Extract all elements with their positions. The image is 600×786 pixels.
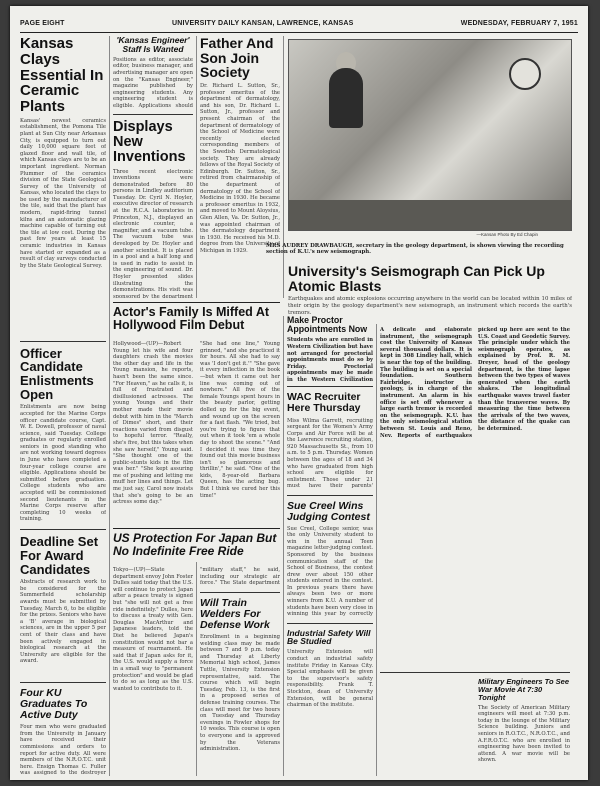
column-1 — [20, 36, 106, 776]
body-creel: Sue Creel, College senior, was the only University student to win in the annual Teen magazine letter-judging contest. Sponsored by the business communication staff of the School of Business, the contest drew over about 150 other students entered in the contest. In previous years there have always been two or more winners from K.U. A number of students have been very close in winning this year by correctly — [287, 525, 373, 618]
body-actor-continued: "She had one line," Young grinned, "and she practiced it for hours. All she had to say was 'I don't get it.'" "She gave it every inflection in the book—but when it came out her line was coming out of nowhere." All five of the female Youngs spent hours in the beauty parlor, getting dolled up for the big event, and wound up on the screen for a fast flash. "We tried, but you're trying to figure that out when it took 'em a whole day to shoot the scene." "And I decided it was time they found out this movie business isn't so glamorous and thrillin'," he said. "One of the kids, 8-year-old Barbara Queen, has the acting bug. But I think we cured her this time!" — [200, 341, 280, 499]
body-protection: Tokyo—(UP)—State department envoy John Foster Dulles said today that the U.S. will continue to protect Japan after a peace treaty is signed but "she will not get a free ride indefinitely." Dulles, here to discuss a treaty with Gen. Douglas MacArthur and Japanese leaders, told the Diet he believed Japan's constitution would not bar a measure of rearmament. He said that if Japan asks for it, the U.S. would supply a force in a small way to "permanent protection" and would be glad to do so as long as the U.S. wanted to contribute to it. — [113, 567, 193, 692]
headline-kansas-engineer: 'Kansas Engineer' Staff Is Wanted — [116, 36, 190, 54]
column-rule — [196, 562, 197, 776]
divider — [200, 592, 280, 593]
photo-desk — [289, 200, 571, 230]
divider — [20, 529, 106, 530]
headline-welders: Will Train Welders For Defense Work — [200, 597, 270, 632]
divider — [20, 682, 106, 683]
column-2-top — [113, 36, 193, 298]
column-rule — [283, 316, 284, 776]
body-protection-continued: "military staff," he said, including our strategic air force." The State department — [200, 567, 280, 587]
section-rule — [113, 528, 280, 529]
photo-caption: MRS AUDREY DRAWBAUGH, secretary in the geology department, is shown viewing the recording section of K.U.'s new seismograph. — [266, 243, 564, 256]
headline-deadline: Deadline Set For Award Candidates — [20, 534, 99, 577]
column-rule — [196, 36, 197, 298]
body-seismograph: A delicate and elaborate instrument, the seismograph cost the University of Kansas several thousand dollars. It is kept in 308 Lindley hall, which is near the top of the building. The building is set on a special foundation. Southern Fairbridge, instructor in geology, is in charge of the instrument. An alarm in his office is set off whenever a large earth tremor is recorded on the seismograph. K.U. has the only seismological station between St. Louis and Reno, Nev. Reports of earthquakes picked up here are sent to the U.S. Coast and Geodetic Survey. The principle under which the seismograph operates, as explained by Prof. R. M. Dreyer, head of the geology department, is the time lapse between the two types of waves generated when the earth shakes. The longitudinal earthquake waves travel faster than the transverse waves. By measuring the time between the arrivals of the two waves, the distance of the quake can be determined. — [380, 327, 570, 439]
headline-actor: Actor's Family Is Miffed At Hollywood Film Debut — [113, 306, 270, 333]
photo-credit: —Kansan Photo By Ed Chapin — [476, 232, 538, 237]
headline-officer: Officer Candidate Enlistments Open — [20, 345, 94, 402]
headline-kansas-clays: Kansas Clays Essential In Ceramic Plants — [20, 36, 104, 115]
issue-date: WEDNESDAY, FEBRUARY 7, 1951 — [460, 20, 578, 27]
body-kansas-engineer: Positions as editor, associate editor, business manager, and advertising manager are open on the "Kansas Engineer," magazine published by engineering students. Any engineering student is eligible. Applications should — [113, 56, 193, 109]
column-rule — [109, 36, 110, 776]
headline-creel: Sue Creel Wins Judging Contest — [287, 499, 370, 523]
divider — [287, 386, 373, 387]
body-deadline: Abstracts of research work to be considered for the Summerfield scholarship awards must be submitted by Tuesday, March 6, to be eligible for the prizes. Seniors who have a 'B' average in biological sciences, are in the upper 5 per cent of their class and have been actively engaged in biological research at the University are eligible for the award. — [20, 579, 106, 665]
top-rule — [20, 32, 578, 33]
column-5 — [380, 324, 570, 776]
column-4 — [287, 316, 373, 776]
seismograph-photo — [288, 39, 572, 231]
divider — [287, 495, 373, 496]
actor-col-a — [113, 338, 193, 524]
body-wac: Miss Wilma Garrett, recruiting sergeant for the Women's Army Corps and Air Force will be at the Lawrence recruiting station, 920 Massachusetts St., from 10 a.m. to 5 p.m. Thursday. Women between the ages of 18 and 34 who have graduated from high school are eligible for enlistment. Those under 21 must have their parents' — [287, 417, 373, 490]
body-actor: Hollywood—(UP)—Robert Young let his wife and four daughters crash the movies the other day and life in the Young mansion, he reports, hasn't been the same since. "For Heaven," as he calls it, is full of frustrated and disillusioned actresses. The young Youngs and their mother made their movie debut with him in the "March of Dimes" short, and their reactions varied from disgust to hopeful terror. "Really, she's five, but this takes when she saw herself," Young said. "She thought one of the public-stunts kids in the film was her." "She kept assuring me of pushing and letting me muff her lines and things. Let me just say, Carol now insists that she's going to be an actress some day." — [113, 341, 193, 506]
divider — [380, 672, 570, 673]
newspaper-page — [10, 6, 588, 780]
body-safety: University Extension will conduct an industrial safety institute Friday in Kansas City. Special emphasis will be given to the supervisor's safety responsibility. Frank T. Stockton, dean of University Extension, will be general chairman of the institute. — [287, 649, 373, 709]
body-kansas-clays: Kansas' newest ceramics establishment, the Pomona Tile plant at Sun City near Arkansas City, is equipped to turn out daily 10,000 square feet of glazed floor and wall tile, of which Kansas clays are to be an important ingredient. Norman Plummer of the ceramics division of the State Geological Survey of the University of Kansas, who located the clays to be used by the manufacturer of the tile, said that the plant has modern, rapid-firing tunnel kilns and an automatic glazing machine capable of turning out the tile at low cost. During the past few years at least 15 ceramic industries in Kansas have started or expanded as a result of clay surveys conducted by the State Geological Survey. — [20, 117, 106, 269]
headline-military: Military Engineers To See War Movie At 7:30 Tonight — [478, 677, 569, 702]
photo-person — [329, 68, 363, 128]
protection-col-a — [113, 564, 193, 776]
headline-seismograph: University's Seismograph Can Pick Up Atomic Blasts — [288, 264, 545, 294]
section-rule — [113, 302, 280, 303]
body-welders: Enrollment in a beginning welding class may be made between 7 and 9 p.m. today and Thursday at Liberty Memorial high school, James Tuttle, University Extension representative, said. The course which will begin Tuesday, Feb. 13, is the first in a proposed series of defense training courses. The class will meet for two hours on Tuesday and Thursday evenings in Fowler shops for 10 weeks. This course is open to everyone and is approved by the Veterans administration. — [200, 634, 280, 753]
actor-col-b — [200, 338, 280, 524]
body-father-son: Dr. Richard L. Sutton, Sr., professor emeritus of the department of dermatology, and his son, Dr. Richard L. Sutton, Jr., professor and present chairman of the department of dermatology of the School of Medicine were recently elected corresponding members of the Swedish Dermatological society. They are already fellows of the Royal Society of Edinburgh. Dr. Sutton, Sr., retired from chairmanship of the department of dermatology of the School of Medicine in 1930. He became a professor emeritus in 1932, and moved to Mount Aloysius, Glen Allen, Va. Dr. Sutton, Jr., was appointed chairman of the dermatology department in 1930. He received his M.D. degree from the University of Michigan in 1929. — [200, 83, 280, 254]
body-proctor: Students who are enrolled in Western Civilization but have not arranged for proctorial appointments must do so by Friday. Proctorial appointments may be made in the Western Civilization — [287, 337, 373, 382]
seismograph-headline-block — [288, 264, 572, 320]
body-officer: Enlistments are now being accepted for the Marine Corps officer candidate course, Capt. W. E. Dowell, professor of naval science, said Tuesday. College graduates or regularly enrolled seniors in good standing who are not working toward degrees in June who have completed a four-year college course are eligible. Applications should be submitted before graduation. College students who are accepted will be commissioned second lieutenants in the Marine Corps reserve after completing 10 weeks of training. — [20, 404, 106, 523]
page-dateline — [20, 20, 578, 32]
divider — [20, 341, 106, 342]
body-military: The Society of American Military engineers will meet at 7:30 p.m. today in the lounge of the Military Science building. Juniors and seniors in R.O.T.C., N.R.O.T.C., and A.F.R.O.T.C. who are enrolled in engineering have been invited to attend. A war movie will be shown. — [478, 704, 570, 763]
column-rule — [376, 324, 377, 776]
headline-proctor: Make Proctor Appointments Now — [287, 316, 368, 335]
column-rule — [283, 36, 284, 298]
photo-seismograph-drum — [509, 58, 541, 90]
headline-protection: US Protection For Japan But No Indefinite Free Ride — [113, 532, 277, 558]
body-kugrads: Four men who were graduated from the University in January have received their commissions and orders to report for active duty. All were members of the N.R.O.T.C. unit here. Ensign Thomas C. Fuller was assigned to the destroyer — [20, 724, 106, 776]
headline-kugrads: Four KU Graduates To Active Duty — [20, 687, 88, 722]
headline-wac: WAC Recruiter Here Thursday — [287, 391, 361, 415]
headline-father-son: Father And Son Join Society — [200, 36, 274, 81]
lead-seismograph: Earthquakes and atomic explosions occurring anywhere in the world can be located within 10 miles of their origin by the geology department's new seismograph, an instrument which records the earth's tremors. — [288, 296, 572, 316]
masthead: UNIVERSITY DAILY KANSAN, LAWRENCE, KANSAS — [171, 20, 354, 27]
headline-displays: Displays New Inventions — [113, 118, 186, 166]
page-number: PAGE EIGHT — [20, 20, 65, 27]
protection-col-b — [200, 564, 280, 776]
divider — [113, 114, 193, 115]
divider — [287, 623, 373, 624]
headline-safety: Industrial Safety Will Be Studied — [287, 627, 371, 647]
body-displays: Three recent electronic inventions were demonstrated before 80 persons in Lindley auditorium Tuesday. Dr. Cyril N. Hoyler, executive director of research at the R.C.A. laboratories in Princeton, N.J., displayed an electronic counter, a magnifier, and a vacuum tube. The vacuum tube was developed by Dr. Hoyler and another scientist. It is placed in a pool and a half long and is used in radio to assist in the engineering of sound. Dr. Hoyler presented slides illustrating the demonstrations. His visit was sponsored by the department — [113, 168, 193, 298]
column-3-top — [200, 36, 280, 298]
